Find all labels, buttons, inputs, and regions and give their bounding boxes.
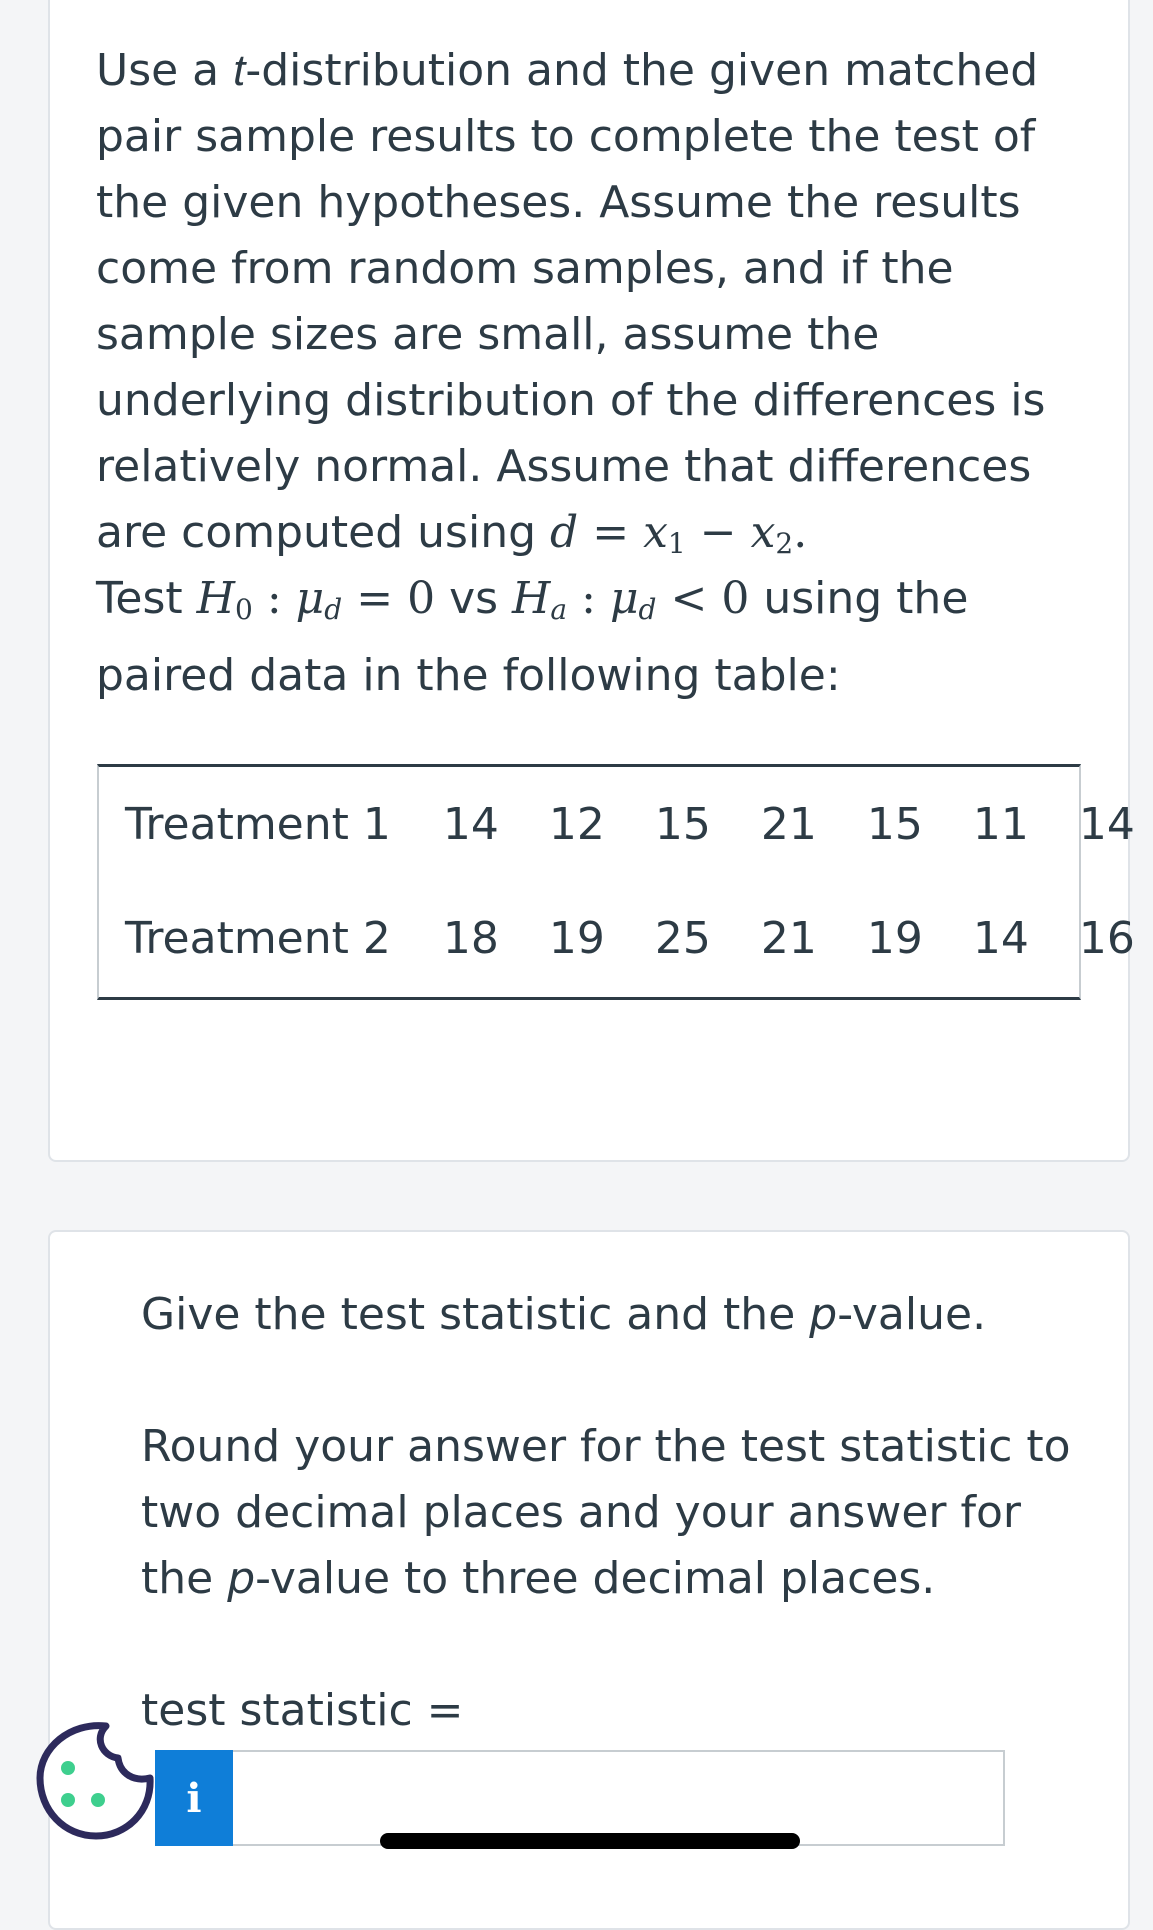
row-label-treatment-1: Treatment 1 — [125, 798, 391, 850]
prompt-text-1: Give the test statistic and the — [141, 1289, 810, 1340]
table-cell: 25 — [654, 912, 711, 964]
table-cell: 19 — [866, 912, 923, 964]
part-prompt — [141, 1282, 1081, 1348]
test-statistic-input[interactable] — [233, 1752, 1003, 1844]
test-tail-text: using the paired data in the following table: — [96, 573, 969, 701]
table-cell: 14 — [972, 912, 1029, 964]
ha-symbol: H — [512, 573, 551, 624]
ha-value: 0 — [721, 573, 750, 624]
ha-mu: μ — [609, 573, 639, 624]
table-cell: 21 — [760, 798, 817, 850]
formula-end: . — [793, 507, 808, 558]
hypothesis-statement — [96, 566, 1086, 709]
table-cell: 16 — [1078, 912, 1135, 964]
rounding-instructions — [141, 1414, 1081, 1612]
table-cell: 19 — [548, 912, 605, 964]
round-text-2: -value to three decimal places. — [255, 1553, 936, 1604]
row-label-treatment-2: Treatment 2 — [125, 912, 391, 964]
paired-data-table[interactable] — [97, 764, 1135, 1000]
table-row — [99, 767, 1135, 881]
formula-d: d — [550, 507, 579, 558]
table-cell: 12 — [548, 798, 605, 850]
intro-text-1: Use a — [96, 45, 234, 96]
question-intro — [96, 38, 1086, 577]
prompt-p: p — [809, 1289, 838, 1340]
formula-eq: = — [592, 507, 630, 558]
ha-colon: : — [581, 573, 596, 624]
formula-x1-sub: 1 — [667, 527, 686, 560]
h0-mu-sub: d — [324, 593, 343, 626]
h0-mu: μ — [295, 573, 325, 624]
formula-x2-sub: 2 — [775, 527, 794, 560]
table-cell: 14 — [442, 798, 499, 850]
table-cell: 15 — [654, 798, 711, 850]
table-cell: 11 — [972, 798, 1029, 850]
prompt-text-2: -value. — [837, 1289, 987, 1340]
formula-x2: x — [750, 507, 776, 558]
table-cell: 15 — [866, 798, 923, 850]
test-statistic-answer-box — [155, 1750, 1005, 1846]
intro-t: t — [233, 46, 246, 95]
round-text-1: Round your answer for the test statistic to two decimal places and your answer for the — [141, 1421, 1071, 1604]
ha-lt: < — [670, 573, 708, 624]
ha-mu-sub: d — [638, 593, 657, 626]
data-table — [99, 767, 1135, 995]
test-statistic-label: test statistic = — [141, 1685, 464, 1736]
round-p: p — [227, 1553, 256, 1604]
ha-sub: a — [550, 593, 568, 626]
table-cell: 18 — [442, 912, 499, 964]
formula-minus: − — [699, 507, 737, 558]
h0-value: 0 — [407, 573, 436, 624]
test-word: Test — [96, 573, 197, 624]
table-row — [99, 881, 1135, 995]
h0-symbol: H — [196, 573, 236, 624]
h0-eq: = — [356, 573, 394, 624]
table-cell: 21 — [760, 912, 817, 964]
cookie-icon[interactable] — [34, 1716, 160, 1842]
table-cell: 14 — [1078, 798, 1135, 850]
formula-x1: x — [643, 507, 668, 558]
info-icon[interactable]: i — [155, 1750, 233, 1846]
home-indicator — [380, 1833, 800, 1849]
vs-word: vs — [435, 573, 513, 624]
h0-colon: : — [266, 573, 282, 624]
intro-text-2: -distribution and the given matched pair sample results to complete the test of the given hypotheses. Assume the results come from random samples, and if the sample sizes are small, assume the underlying distribution of the differences is relatively normal. Assume that differences are computed using — [96, 45, 1046, 558]
h0-sub: 0 — [235, 593, 253, 626]
